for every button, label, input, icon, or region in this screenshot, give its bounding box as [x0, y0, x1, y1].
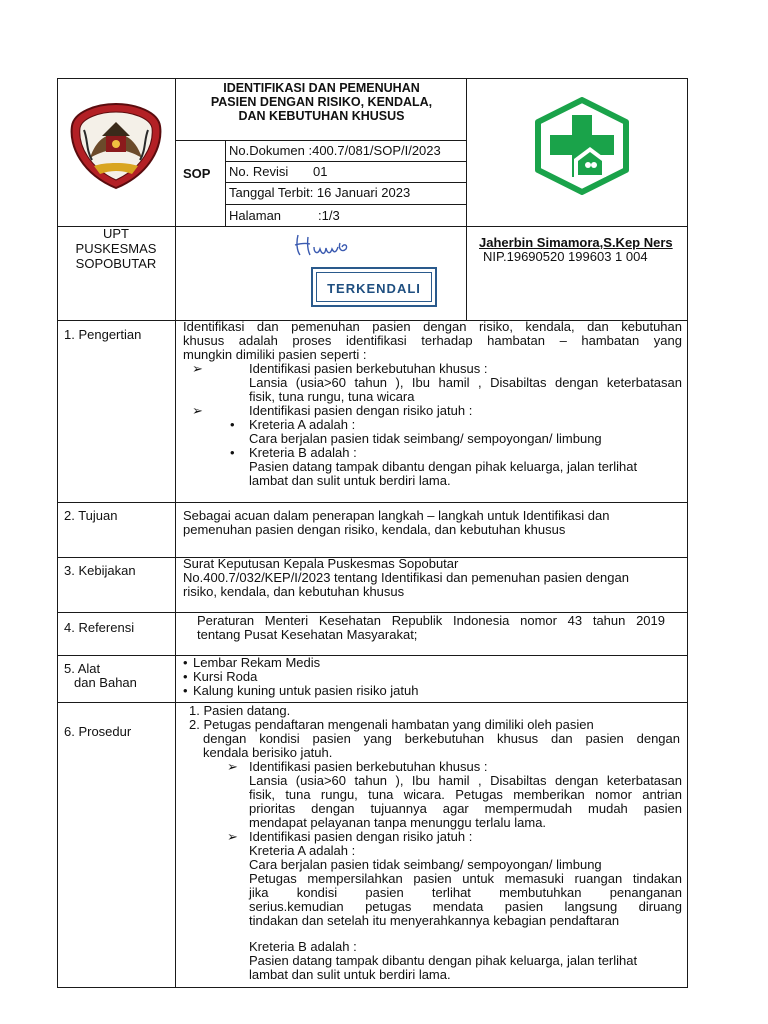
- table-border-top: [57, 78, 688, 79]
- stamp-text: TERKENDALI: [327, 281, 421, 296]
- prosedur-sub-line: mendapat pelayanan tanpa menunggu terlalu lama.: [249, 815, 547, 830]
- section-label-pengertian: 1. Pengertian: [64, 327, 142, 342]
- prosedur-step: kendala berisiko jatuh.: [203, 745, 333, 760]
- prosedur-sub-title: Identifikasi pasien dengan risiko jatuh :: [249, 829, 473, 844]
- arrow-bullet-icon: ➢: [227, 759, 238, 774]
- kriteria-a-line: jika kondisi pasien terlihat membutuhkan penanganan: [249, 885, 682, 900]
- kriteria-b-line: lambat dan sulit untuk berdiri lama.: [249, 967, 451, 982]
- document-number: No.Dokumen :400.7/081/SOP/I/2023: [229, 143, 441, 158]
- alat-item: Lembar Rekam Medis: [193, 655, 321, 670]
- puskesmas-logo: [532, 97, 632, 195]
- kriteria-a-text: Cara berjalan pasien tidak seimbang/ sempoyongan/ limbung: [249, 431, 602, 446]
- kebijakan-line: No.400.7/032/KEP/I/2023 tentang Identifikasi dan pemenuhan pasien dengan: [183, 570, 629, 585]
- kriteria-b-line: Pasien datang tampak dibantu dengan pihak keluarga, jalan terlihat: [249, 459, 638, 474]
- dot-bullet-icon: •: [183, 669, 188, 684]
- revision-value: 01: [313, 164, 328, 179]
- section-divider: [57, 655, 688, 656]
- section-divider: [57, 702, 688, 703]
- pengertian-line: khusus adalah proses identifikasi terhadap hambatan – hambatan yang: [183, 333, 682, 348]
- section-label-alat: dan Bahan: [74, 675, 137, 690]
- kriteria-a-line: tindakan dan setelah itu menyerahkannya kebagian pendaftaran: [249, 913, 620, 928]
- section-label-tujuan: 2. Tujuan: [64, 508, 118, 523]
- referensi-line: tentang Pusat Kesehatan Masyarakat;: [197, 627, 418, 642]
- title-line: IDENTIFIKASI DAN PEMENUHAN: [223, 81, 420, 95]
- pengertian-sub-line: Lansia (usia>60 tahun ), Ibu hamil , Disabiltas dengan keterbatasan: [249, 375, 682, 390]
- alat-item: Kursi Roda: [193, 669, 258, 684]
- section-divider: [57, 502, 688, 503]
- prosedur-sub-line: fisik, tuna rungu, tuna wicara. Petugas memberikan nomor antrian: [249, 787, 682, 802]
- label-column-divider: [175, 78, 176, 988]
- arrow-bullet-icon: ➢: [192, 361, 203, 376]
- prosedur-step: dengan kondisi pasien yang berkebutuhan khusus dan pasien dengan: [203, 731, 680, 746]
- tujuan-line: pemenuhan pasien dengan risiko, kendala, dan kebutuhan khusus: [183, 522, 566, 537]
- pengertian-line: mungkin dimiliki pasien seperti :: [183, 347, 367, 362]
- page-value: :1/3: [318, 208, 340, 223]
- unit-line: PUSKESMAS: [75, 241, 157, 256]
- tujuan-line: Sebagai acuan dalam penerapan langkah – langkah untuk Identifikasi dan: [183, 508, 610, 523]
- row-divider: [225, 204, 466, 205]
- section-label-referensi: 4. Referensi: [64, 620, 135, 635]
- table-border-right: [687, 78, 688, 988]
- unit-line: SOPOBUTAR: [75, 256, 157, 271]
- title-divider: [175, 140, 466, 141]
- prosedur-step: 1. Pasien datang.: [189, 703, 291, 718]
- prosedur-sub-line: prioritas dengan tujuannya agar mempermudah mudah pasien: [249, 801, 682, 816]
- prosedur-sub-line: Lansia (usia>60 tahun ), Ibu hamil , Disabiltas dengan keterbatasan: [249, 773, 682, 788]
- pengertian-sub-title: Identifikasi pasien berkebutuhan khusus :: [249, 361, 488, 376]
- title-line: DAN KEBUTUHAN KHUSUS: [238, 109, 405, 123]
- section-label-kebijakan: 3. Kebijakan: [64, 563, 136, 578]
- kriteria-b-line: lambat dan sulit untuk berdiri lama.: [249, 473, 451, 488]
- row-divider: [225, 161, 466, 162]
- prosedur-sub-title: Identifikasi pasien berkebutuhan khusus :: [249, 759, 488, 774]
- sop-column-divider: [225, 140, 226, 226]
- document-title: [177, 81, 466, 123]
- section-label-alat: 5. Alat: [64, 661, 101, 676]
- row-divider: [225, 182, 466, 183]
- controlled-stamp: [311, 267, 437, 307]
- dot-bullet-icon: •: [230, 417, 235, 432]
- pengertian-sub-title: Identifikasi pasien dengan risiko jatuh :: [249, 403, 473, 418]
- kriteria-a-title: Kreteria A adalah :: [249, 417, 356, 432]
- kriteria-b-title: Kreteria B adalah :: [249, 939, 357, 954]
- kriteria-a-line: serius.kemudian petugas mendata pasien langsung diruang: [249, 899, 682, 914]
- signer-name: Jaherbin Simamora,S.Kep Ners: [479, 235, 673, 250]
- alat-item: Kalung kuning untuk pasien risiko jatuh: [193, 683, 419, 698]
- revision-label: No. Revisi: [229, 164, 289, 179]
- regency-crest-logo: [66, 100, 166, 192]
- dot-bullet-icon: •: [230, 445, 235, 460]
- arrow-bullet-icon: ➢: [192, 403, 203, 418]
- pengertian-line: Identifikasi dan pemenuhan pasien dengan risiko, kendala, dan kebutuhan: [183, 319, 682, 334]
- title-line: PASIEN DENGAN RISIKO, KENDALA,: [210, 95, 433, 109]
- unit-name: [58, 226, 174, 271]
- referensi-line: Peraturan Menteri Kesehatan Republik Indonesia nomor 43 tahun 2019: [197, 613, 665, 628]
- arrow-bullet-icon: ➢: [227, 829, 238, 844]
- kriteria-b-title: Kreteria B adalah :: [249, 445, 357, 460]
- kriteria-b-line: Pasien datang tampak dibantu dengan pihak keluarga, jalan terlihat: [249, 953, 638, 968]
- table-border-left: [57, 78, 58, 988]
- kriteria-a-line: Petugas mempersilahkan pasien untuk memasuki ruangan tindakan: [249, 871, 682, 886]
- signature-image: [292, 231, 352, 261]
- sop-label: SOP: [183, 166, 211, 181]
- table-border-bottom: [57, 987, 688, 988]
- dot-bullet-icon: •: [183, 683, 188, 698]
- dot-bullet-icon: •: [183, 655, 188, 670]
- issue-date: Tanggal Terbit: 16 Januari 2023: [229, 185, 411, 200]
- unit-line: UPT: [103, 226, 129, 241]
- header-column-divider: [466, 78, 467, 320]
- kriteria-a-line: Cara berjalan pasien tidak seimbang/ sempoyongan/ limbung: [249, 857, 602, 872]
- kriteria-a-title: Kreteria A adalah :: [249, 843, 356, 858]
- section-label-prosedur: 6. Prosedur: [64, 724, 132, 739]
- page-label: Halaman: [229, 208, 282, 223]
- kebijakan-line: Surat Keputusan Kepala Puskesmas Sopobutar: [183, 556, 459, 571]
- prosedur-step: 2. Petugas pendaftaran mengenali hambatan yang dimiliki oleh pasien: [189, 717, 594, 732]
- pengertian-sub-line: fisik, tuna rungu, tuna wicara: [249, 389, 415, 404]
- kebijakan-line: risiko, kendala, dan kebutuhan khusus: [183, 584, 405, 599]
- signer-nip: NIP.19690520 199603 1 004: [483, 249, 648, 264]
